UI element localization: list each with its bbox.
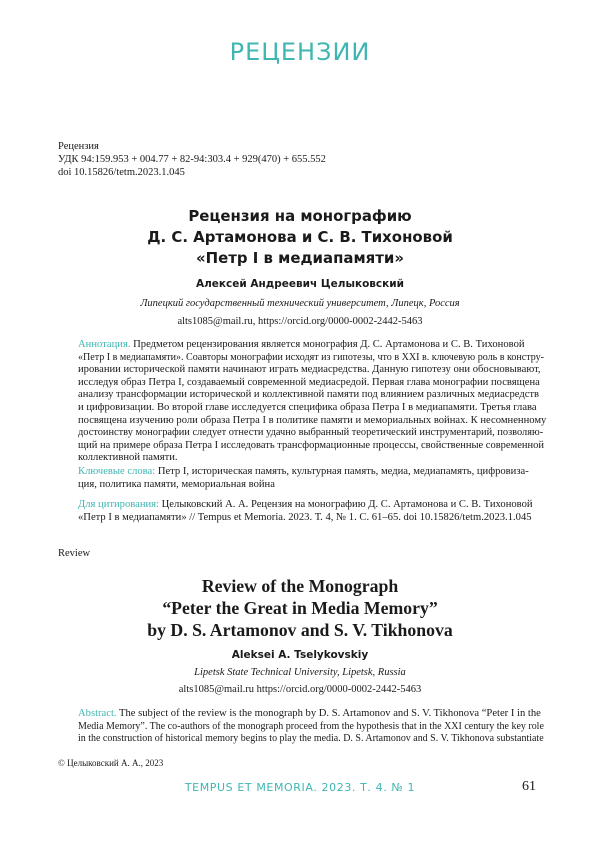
article-type-en: Review <box>58 548 90 559</box>
keywords-line: Ключевые слова: Петр I, историческая память, культурная память, медиа, медиапамять, цифровиза- <box>78 466 546 479</box>
citation-line: Для цитирования: Целыковский А. А. Рецензия на монографию Д. С. Артамонова и С. В. Тихоновой <box>78 499 546 512</box>
citation-line: «Петр I в медиапамяти» // Tempus et Memoria. 2023. Т. 4, № 1. С. 61–65. doi 10.15826/tetm.2023.1.045 <box>78 512 546 525</box>
abstract-en-label: Abstract. <box>78 708 117 719</box>
abstract-ru-line: ировании исторической памяти начинают играть медиасредства. Данную гипотезу они обосновывают, <box>78 364 546 377</box>
abstract-ru-line: посвящена изучению роли образа Петра I в политике памяти и мемориальных войнах. К несомненному <box>78 415 546 428</box>
author-en: Aleksei A. Tselykovskiy <box>0 649 600 661</box>
abstract-en-line: Abstract. The subject of the review is the monograph by D. S. Artamonov and S. V. Tikhonova “Peter I in the <box>78 708 546 721</box>
udk-code: УДК 94:159.953 + 004.77 + 82-94:303.4 + 929(470) + 655.552 <box>58 153 326 166</box>
affiliation-ru: Липецкий государственный технический университет, Липецк, Россия <box>0 298 600 309</box>
abstract-ru-label: Аннотация. <box>78 339 130 350</box>
abstract-ru-line: коллективной памяти. <box>78 452 546 465</box>
abstract-en <box>78 708 546 746</box>
contact-ru: alts1085@mail.ru, https://orcid.org/0000-0002-2442-5463 <box>0 316 600 327</box>
abstract-en-line: Media Memory”. The co-authors of the monograph proceed from the hypothesis that in the XXI century the key role <box>78 721 546 734</box>
paper-page <box>0 0 600 848</box>
citation-label: Для цитирования: <box>78 499 159 510</box>
abstract-en-line: in the construction of historical memory begins to play the media. D. S. Artamonov and S. V. Tikhonova substantiate <box>78 733 546 746</box>
page-number: 61 <box>522 779 536 795</box>
copyright: © Целыковский А. А., 2023 <box>58 758 163 768</box>
author-ru: Алексей Андреевич Целыковский <box>0 278 600 290</box>
abstract-ru-line: «Петр I в медиапамяти». Соавторы монографии исходят из гипотезы, что в XXI в. ключевую роль в констру- <box>78 352 546 365</box>
abstract-ru-line: Аннотация. Предметом рецензирования является монография Д. С. Артамонова и С. В. Тихоновой <box>78 339 546 352</box>
article-type: Рецензия <box>58 140 326 153</box>
abstract-ru-line: анализу трансформации исторической и коллективной памяти под влиянием различных медиасредств <box>78 389 546 402</box>
article-meta <box>58 140 326 179</box>
title-en <box>0 575 600 641</box>
abstract-ru-line: и цифровизации. Во второй главе исследуется специфика образа Петра I в медиапамяти. Третья глава <box>78 402 546 415</box>
title-en-line: “Peter the Great in Media Memory” <box>0 597 600 619</box>
title-ru-line: Д. С. Артамонова и С. В. Тихоновой <box>0 227 600 248</box>
title-en-line: Review of the Monograph <box>0 575 600 597</box>
title-ru-line: Рецензия на монографию <box>0 206 600 227</box>
keywords-line: ция, политика памяти, мемориальная война <box>78 479 546 492</box>
contact-en: alts1085@mail.ru https://orcid.org/0000-0002-2442-5463 <box>0 684 600 695</box>
citation-ru <box>78 499 546 524</box>
abstract-ru-line: щий на примере образа Петра I исследовать трансформационные процессы, свойственные современной <box>78 440 546 453</box>
doi-line: doi 10.15826/tetm.2023.1.045 <box>58 166 326 179</box>
keywords-ru <box>78 466 546 491</box>
journal-footer: TEMPUS ET MEMORIA. 2023. Т. 4. № 1 <box>0 781 600 794</box>
affiliation-en: Lipetsk State Technical University, Lipetsk, Russia <box>0 667 600 678</box>
title-en-line: by D. S. Artamonov and S. V. Tikhonova <box>0 619 600 641</box>
title-ru-line: «Петр I в медиапамяти» <box>0 248 600 269</box>
abstract-ru-line: исследуя образ Петра I, создаваемый современной медиасредой. Первая глава монографии посвящена <box>78 377 546 390</box>
section-header: РЕЦЕНЗИИ <box>0 38 600 66</box>
abstract-ru-line: достоинству монографии следует отнести удачно выбранный теоретический инструментарий, позволяю- <box>78 427 546 440</box>
abstract-ru <box>78 339 546 465</box>
title-ru <box>0 206 600 269</box>
keywords-label: Ключевые слова: <box>78 466 155 477</box>
